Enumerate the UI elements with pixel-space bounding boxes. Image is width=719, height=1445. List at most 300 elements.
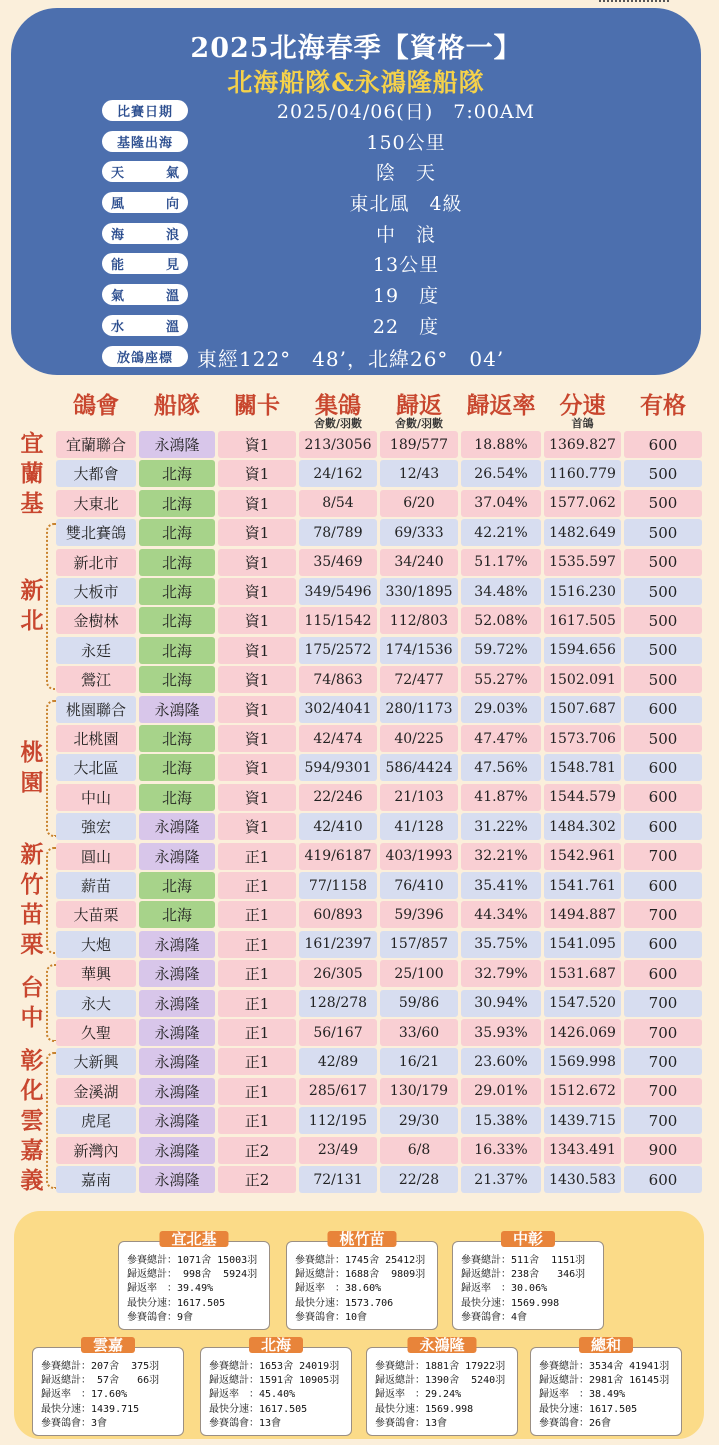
rate-cell: 44.34%: [461, 901, 541, 928]
header-rate: 歸返率: [466, 392, 536, 419]
club-cell: 薪苗: [56, 872, 136, 899]
club-cell: 金樹林: [56, 607, 136, 634]
club-cell: 大北區: [56, 754, 136, 781]
rate-cell: 35.93%: [461, 1019, 541, 1046]
speed-cell: 1343.491: [544, 1137, 621, 1164]
table-row: [0, 1166, 719, 1194]
club-cell: 宜蘭聯合: [56, 431, 136, 458]
speed-cell: 1548.781: [544, 754, 621, 781]
region-label: 桃 園: [20, 739, 44, 797]
qualification-cell: 600: [624, 1166, 702, 1193]
table-row: [0, 1048, 719, 1076]
qualification-cell: 500: [624, 490, 702, 517]
total-cell: 594/9301: [299, 754, 377, 781]
fleet-cell: 北海: [139, 901, 215, 928]
total-cell: 56/167: [299, 1019, 377, 1046]
qualification-cell: 700: [624, 1019, 702, 1046]
total-cell: 23/49: [299, 1137, 377, 1164]
club-cell: 永大: [56, 990, 136, 1017]
rate-cell: 51.17%: [461, 549, 541, 576]
speed-cell: 1544.579: [544, 784, 621, 811]
summary-box: [32, 1336, 184, 1436]
info-value: 東經122° 48’，北緯26° 04’: [197, 346, 505, 371]
speed-cell: 1594.656: [544, 637, 621, 664]
stage-cell: 資1: [218, 607, 296, 634]
returned-cell: 112/803: [380, 607, 458, 634]
table-row: [0, 431, 719, 459]
table-row: [0, 578, 719, 606]
fleet-cell: 永鴻隆: [139, 1107, 215, 1134]
info-value: 2025/04/06(日) 7:00AM: [276, 101, 536, 123]
table-row: [0, 666, 719, 694]
summary-title: 桃竹苗: [327, 1231, 396, 1247]
region-bracket: [46, 1052, 56, 1189]
returned-cell: 6/20: [380, 490, 458, 517]
rate-cell: 29.01%: [461, 1078, 541, 1105]
info-row: [11, 219, 701, 250]
qualification-cell: 700: [624, 901, 702, 928]
fleet-cell: 北海: [139, 578, 215, 605]
club-cell: 新灣內: [56, 1137, 136, 1164]
fleet-cell: 永鴻隆: [139, 431, 215, 458]
summary-title: 總和: [579, 1337, 633, 1353]
table-row: [0, 813, 719, 841]
total-cell: 8/54: [299, 490, 377, 517]
club-cell: 嘉南: [56, 1166, 136, 1193]
info-label: 海 浪: [102, 223, 188, 244]
stage-cell: 正1: [218, 931, 296, 958]
table-row: [0, 931, 719, 959]
qualification-cell: 500: [624, 578, 702, 605]
total-cell: 77/1158: [299, 872, 377, 899]
returned-cell: 174/1536: [380, 637, 458, 664]
total-cell: 349/5496: [299, 578, 377, 605]
returned-cell: 76/410: [380, 872, 458, 899]
summary-line: 參賽鴿會：13會: [375, 1417, 448, 1429]
returned-cell: 40/225: [380, 725, 458, 752]
qualification-cell: 500: [624, 725, 702, 752]
returned-cell: 330/1895: [380, 578, 458, 605]
qualification-cell: 900: [624, 1137, 702, 1164]
summary-line: 歸返率 ：39.49%: [127, 1283, 214, 1295]
speed-cell: 1617.505: [544, 607, 621, 634]
summary-line: 參賽總計：1653舍 24019羽: [209, 1361, 340, 1372]
info-label: 放鴿座標: [102, 346, 188, 367]
qualification-cell: 600: [624, 696, 702, 723]
summary-line: 最快分速：1617.505: [209, 1403, 308, 1415]
qualification-cell: 600: [624, 960, 702, 987]
returned-cell: 12/43: [380, 460, 458, 487]
fleet-cell: 北海: [139, 754, 215, 781]
fleet-cell: 北海: [139, 607, 215, 634]
speed-cell: 1535.597: [544, 549, 621, 576]
header-stage: 關卡: [234, 392, 280, 419]
total-cell: 72/131: [299, 1166, 377, 1193]
rate-cell: 29.03%: [461, 696, 541, 723]
rate-cell: 42.21%: [461, 519, 541, 546]
info-value: 19 度: [372, 285, 440, 308]
club-cell: 大板市: [56, 578, 136, 605]
info-label: 風 向: [102, 192, 188, 213]
club-cell: 大都會: [56, 460, 136, 487]
rate-cell: 34.48%: [461, 578, 541, 605]
header-total: 集鴿: [315, 392, 361, 419]
summary-title: 永鴻隆: [407, 1337, 476, 1353]
stage-cell: 資1: [218, 578, 296, 605]
club-cell: 大新興: [56, 1048, 136, 1075]
qualification-cell: 600: [624, 431, 702, 458]
returned-cell: 189/577: [380, 431, 458, 458]
speed-cell: 1160.779: [544, 460, 621, 487]
returned-cell: 403/1993: [380, 843, 458, 870]
table-row: [0, 754, 719, 782]
speed-cell: 1542.961: [544, 843, 621, 870]
stage-cell: 資1: [218, 637, 296, 664]
table-row: [0, 1019, 719, 1047]
qualification-cell: 700: [624, 1078, 702, 1105]
returned-cell: 29/30: [380, 1107, 458, 1134]
club-cell: 虎尾: [56, 1107, 136, 1134]
rate-cell: 35.75%: [461, 931, 541, 958]
returned-cell: 25/100: [380, 960, 458, 987]
fleet-cell: 永鴻隆: [139, 696, 215, 723]
returned-cell: 69/333: [380, 519, 458, 546]
summary-line: 最快分速：1617.505: [127, 1297, 226, 1309]
summary-title: 宜北基: [159, 1231, 228, 1247]
header-returned: 歸返: [396, 392, 442, 419]
summary-line: 參賽總計：207舍 375羽: [41, 1361, 160, 1372]
total-cell: 24/162: [299, 460, 377, 487]
rate-cell: 15.38%: [461, 1107, 541, 1134]
rate-cell: 59.72%: [461, 637, 541, 664]
summary-line: 最快分速：1573.706: [295, 1297, 394, 1309]
info-label: 基隆出海: [102, 131, 188, 152]
info-row: [11, 311, 701, 342]
fleet-cell: 北海: [139, 637, 215, 664]
summary-line: 最快分速：1617.505: [539, 1403, 638, 1415]
header-speed: 分速: [559, 392, 606, 419]
speed-cell: 1484.302: [544, 813, 621, 840]
fleet-cell: 北海: [139, 872, 215, 899]
stage-cell: 資1: [218, 696, 296, 723]
region-label: 新 竹 苗 栗: [20, 841, 44, 959]
speed-cell: 1369.827: [544, 431, 621, 458]
header-qualification: 有格: [640, 392, 686, 419]
club-cell: 強宏: [56, 813, 136, 840]
stage-cell: 資1: [218, 431, 296, 458]
club-cell: 桃園聯合: [56, 696, 136, 723]
info-label: 天 氣: [102, 161, 188, 182]
fleet-cell: 永鴻隆: [139, 1137, 215, 1164]
info-row: [11, 280, 701, 311]
total-cell: 78/789: [299, 519, 377, 546]
subheader-speed: 首鴿: [571, 417, 594, 430]
region-label: 台 中: [20, 974, 44, 1032]
table-row: [0, 460, 719, 488]
stage-cell: 正1: [218, 901, 296, 928]
info-value: 陰 天: [375, 162, 436, 185]
club-cell: 大苗栗: [56, 901, 136, 928]
rate-cell: 41.87%: [461, 784, 541, 811]
club-cell: 大炮: [56, 931, 136, 958]
race-info-list: [11, 96, 701, 372]
summary-line: 參賽鴿會：13會: [209, 1417, 282, 1429]
speed-cell: 1569.998: [544, 1048, 621, 1075]
speed-cell: 1439.715: [544, 1107, 621, 1134]
returned-cell: 59/396: [380, 901, 458, 928]
speed-cell: 1430.583: [544, 1166, 621, 1193]
summary-line: 歸返總計：238舍 346羽: [461, 1269, 586, 1281]
summary-line: 歸返率 ：45.40%: [209, 1389, 296, 1401]
total-cell: 26/305: [299, 960, 377, 987]
header-club: 鴿會: [73, 392, 119, 419]
stage-cell: 資1: [218, 519, 296, 546]
table-row: [0, 696, 719, 724]
summary-line: 歸返總計：1688舍 9809羽: [295, 1269, 426, 1281]
info-label: 比賽日期: [102, 100, 188, 121]
fleet-cell: 永鴻隆: [139, 1048, 215, 1075]
summary-box: [366, 1336, 518, 1436]
stage-cell: 資1: [218, 725, 296, 752]
table-row: [0, 490, 719, 518]
returned-cell: 22/28: [380, 1166, 458, 1193]
info-value: 22 度: [372, 315, 440, 338]
club-cell: 華興: [56, 960, 136, 987]
speed-cell: 1541.761: [544, 872, 621, 899]
race-subtitle: 北海船隊&永鴻隆船隊: [227, 68, 485, 97]
fleet-cell: 永鴻隆: [139, 843, 215, 870]
club-cell: 北桃園: [56, 725, 136, 752]
fleet-cell: 永鴻隆: [139, 1019, 215, 1046]
club-cell: 久聖: [56, 1019, 136, 1046]
info-row: [11, 96, 701, 127]
stage-cell: 正1: [218, 1078, 296, 1105]
total-cell: 22/246: [299, 784, 377, 811]
fleet-cell: 北海: [139, 460, 215, 487]
table-header: [0, 385, 719, 433]
table-row: [0, 1107, 719, 1135]
summary-line: 歸返率 ：30.06%: [461, 1283, 548, 1295]
club-cell: 金溪湖: [56, 1078, 136, 1105]
stage-cell: 資1: [218, 549, 296, 576]
total-cell: 112/195: [299, 1107, 377, 1134]
info-value: 中 浪: [375, 223, 436, 246]
rate-cell: 47.56%: [461, 754, 541, 781]
fleet-cell: 永鴻隆: [139, 813, 215, 840]
qualification-cell: 500: [624, 607, 702, 634]
summary-line: 參賽總計：1071舍 15003羽: [127, 1255, 258, 1266]
summary-line: 歸返率 ：29.24%: [375, 1389, 462, 1401]
speed-cell: 1541.095: [544, 931, 621, 958]
total-cell: 35/469: [299, 549, 377, 576]
summary-box: [200, 1336, 352, 1436]
club-cell: 雙北賽鴿: [56, 519, 136, 546]
speed-cell: 1482.649: [544, 519, 621, 546]
region-bracket: [46, 964, 56, 1042]
rate-cell: 31.22%: [461, 813, 541, 840]
qualification-cell: 600: [624, 784, 702, 811]
summary-line: 歸返率 ：17.60%: [41, 1389, 128, 1401]
summary-line: 歸返總計：1390舍 5240羽: [375, 1375, 506, 1387]
table-row: [0, 637, 719, 665]
rate-cell: 37.04%: [461, 490, 541, 517]
returned-cell: 41/128: [380, 813, 458, 840]
speed-cell: 1502.091: [544, 666, 621, 693]
top-dotted-mark: [599, 0, 669, 2]
stage-cell: 正1: [218, 872, 296, 899]
summary-line: 最快分速：1569.998: [375, 1403, 474, 1415]
summary-line: 歸返總計： 57舍 66羽: [41, 1375, 160, 1387]
returned-cell: 21/103: [380, 784, 458, 811]
table-row: [0, 901, 719, 929]
rate-cell: 18.88%: [461, 431, 541, 458]
fleet-cell: 永鴻隆: [139, 1166, 215, 1193]
region-label: 宜 蘭 基: [20, 430, 44, 518]
summary-box: [452, 1230, 604, 1330]
qualification-cell: 500: [624, 666, 702, 693]
club-cell: 新北市: [56, 549, 136, 576]
speed-cell: 1577.062: [544, 490, 621, 517]
info-label: 氣 溫: [102, 284, 188, 305]
stage-cell: 正1: [218, 1048, 296, 1075]
qualification-cell: 600: [624, 872, 702, 899]
total-cell: 42/474: [299, 725, 377, 752]
qualification-cell: 700: [624, 1107, 702, 1134]
qualification-cell: 500: [624, 519, 702, 546]
stage-cell: 資1: [218, 784, 296, 811]
summary-title: 中彰: [501, 1231, 555, 1247]
returned-cell: 157/857: [380, 931, 458, 958]
speed-cell: 1494.887: [544, 901, 621, 928]
summary-line: 歸返總計： 998舍 5924羽: [127, 1269, 258, 1281]
region-label: 新 北: [20, 577, 44, 635]
fleet-cell: 北海: [139, 725, 215, 752]
stage-cell: 資1: [218, 490, 296, 517]
total-cell: 213/3056: [299, 431, 377, 458]
region-bracket: [46, 700, 56, 837]
table-row: [0, 843, 719, 871]
qualification-cell: 600: [624, 754, 702, 781]
race-title: 2025北海春季【資格一】: [190, 33, 522, 64]
returned-cell: 6/8: [380, 1137, 458, 1164]
qualification-cell: 500: [624, 549, 702, 576]
returned-cell: 130/179: [380, 1078, 458, 1105]
rate-cell: 52.08%: [461, 607, 541, 634]
summary-box: [286, 1230, 438, 1330]
race-info-panel: [11, 8, 701, 375]
info-row: [11, 249, 701, 280]
info-row: [11, 157, 701, 188]
summary-line: 歸返總計：1591舍 10905羽: [209, 1375, 340, 1387]
qualification-cell: 500: [624, 460, 702, 487]
rate-cell: 35.41%: [461, 872, 541, 899]
rate-cell: 23.60%: [461, 1048, 541, 1075]
total-cell: 128/278: [299, 990, 377, 1017]
fleet-cell: 北海: [139, 519, 215, 546]
summary-line: 最快分速：1569.998: [461, 1297, 560, 1309]
summary-title: 北海: [249, 1337, 303, 1353]
header-fleet: 船隊: [154, 392, 200, 419]
club-cell: 中山: [56, 784, 136, 811]
region-label: 彰 化 雲 嘉 義: [20, 1046, 44, 1194]
rate-cell: 55.27%: [461, 666, 541, 693]
qualification-cell: 600: [624, 813, 702, 840]
table-row: [0, 784, 719, 812]
table-row: [0, 725, 719, 753]
fleet-cell: 北海: [139, 490, 215, 517]
rate-cell: 47.47%: [461, 725, 541, 752]
returned-cell: 16/21: [380, 1048, 458, 1075]
rate-cell: 32.79%: [461, 960, 541, 987]
stage-cell: 資1: [218, 666, 296, 693]
summary-line: 參賽鴿會：3會: [41, 1417, 108, 1429]
qualification-cell: 500: [624, 637, 702, 664]
returned-cell: 72/477: [380, 666, 458, 693]
fleet-cell: 永鴻隆: [139, 1078, 215, 1105]
table-row: [0, 960, 719, 988]
rate-cell: 16.33%: [461, 1137, 541, 1164]
total-cell: 115/1542: [299, 607, 377, 634]
info-value: 東北風 4級: [349, 193, 463, 216]
rate-cell: 32.21%: [461, 843, 541, 870]
speed-cell: 1426.069: [544, 1019, 621, 1046]
summary-line: 參賽鴿會：4會: [461, 1311, 528, 1323]
region-bracket: [46, 847, 56, 955]
returned-cell: 59/86: [380, 990, 458, 1017]
club-cell: 鶯江: [56, 666, 136, 693]
returned-cell: 586/4424: [380, 754, 458, 781]
table-row: [0, 549, 719, 577]
table-row: [0, 519, 719, 547]
speed-cell: 1516.230: [544, 578, 621, 605]
club-cell: 永廷: [56, 637, 136, 664]
speed-cell: 1507.687: [544, 696, 621, 723]
qualification-cell: 600: [624, 931, 702, 958]
info-label: 水 溫: [102, 315, 188, 336]
stage-cell: 資1: [218, 754, 296, 781]
info-row: [11, 342, 701, 373]
stage-cell: 正1: [218, 1019, 296, 1046]
summary-line: 參賽總計：3534舍 41941羽: [539, 1361, 670, 1372]
summary-line: 歸返率 ：38.60%: [295, 1283, 382, 1295]
summary-line: 歸返率 ：38.49%: [539, 1389, 626, 1401]
stage-cell: 資1: [218, 813, 296, 840]
table-row: [0, 872, 719, 900]
summary-line: 參賽總計：511舍 1151羽: [461, 1255, 586, 1266]
rate-cell: 30.94%: [461, 990, 541, 1017]
total-cell: 302/4041: [299, 696, 377, 723]
region-bracket: [46, 523, 56, 689]
stage-cell: 正1: [218, 960, 296, 987]
fleet-cell: 北海: [139, 549, 215, 576]
table-row: [0, 990, 719, 1018]
table-row: [0, 607, 719, 635]
club-cell: 大東北: [56, 490, 136, 517]
summary-line: 最快分速：1439.715: [41, 1403, 140, 1415]
speed-cell: 1573.706: [544, 725, 621, 752]
total-cell: 161/2397: [299, 931, 377, 958]
summary-title: 雲嘉: [81, 1337, 135, 1353]
summary-box: [530, 1336, 682, 1436]
stage-cell: 正2: [218, 1166, 296, 1193]
stage-cell: 正1: [218, 843, 296, 870]
table-row: [0, 1137, 719, 1165]
returned-cell: 34/240: [380, 549, 458, 576]
stage-cell: 資1: [218, 460, 296, 487]
info-row: [11, 188, 701, 219]
total-cell: 74/863: [299, 666, 377, 693]
rate-cell: 21.37%: [461, 1166, 541, 1193]
